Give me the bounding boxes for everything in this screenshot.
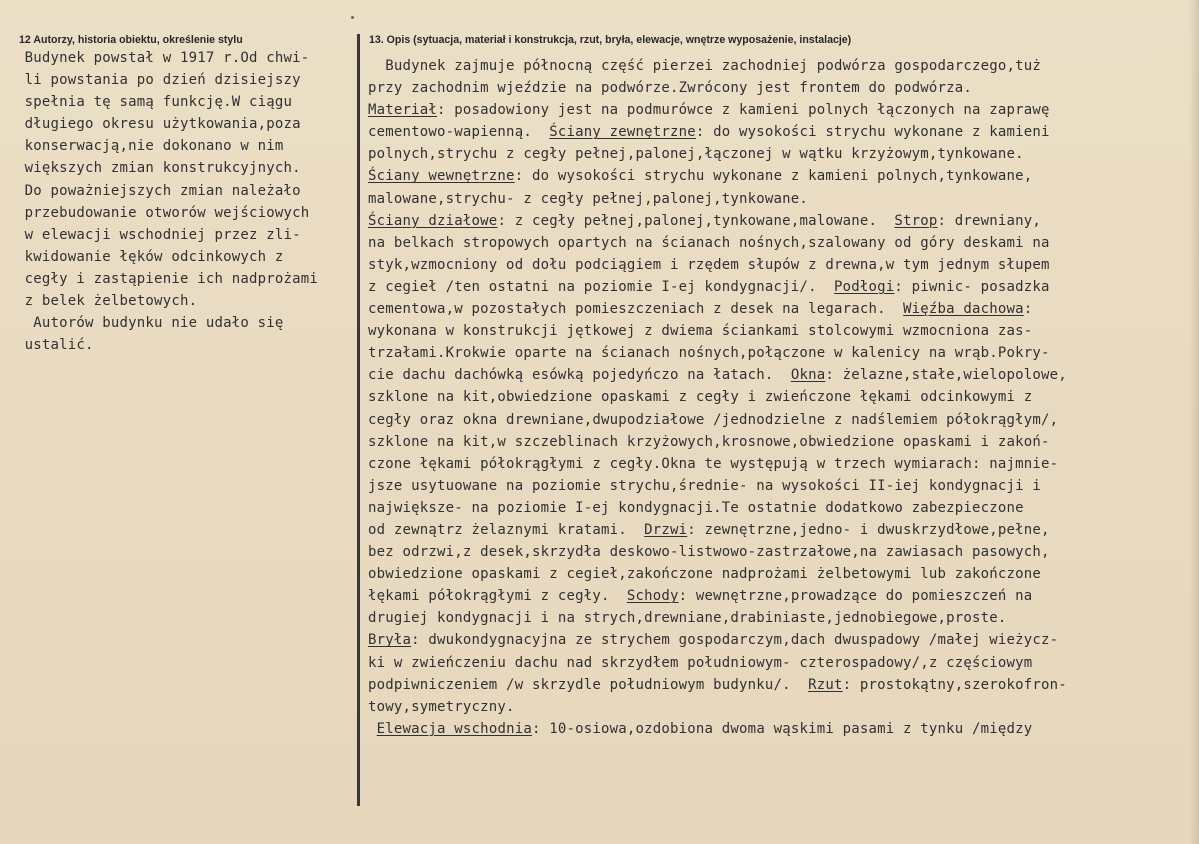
right-text-line (368, 301, 1032, 317)
text-segment: malowane,strychu- z cegły pełnej,palonej,tynkowane. (368, 190, 809, 207)
right-text-line (368, 367, 1067, 383)
text-segment: : z cegły pełnej,palonej,tynkowane,malowane. (497, 212, 895, 229)
text-segment: wykonana w konstrukcji jętkowej z dwiema ściankami stolcowymi wzmocniona zas- (368, 323, 1033, 340)
right-text-line (368, 146, 1024, 162)
paper-mark (351, 16, 354, 19)
right-text-line (368, 456, 1058, 472)
section-label: Bryła (368, 632, 412, 649)
text-segment: cie dachu dachówką esówką pojedyńczo na łatach. (368, 367, 791, 384)
text-segment: : posadowiony jest na podmurówce z kamieni polnych łączonych na zaprawę (437, 102, 1050, 119)
section-label: Rzut (808, 676, 843, 693)
right-text-line (368, 102, 1050, 118)
left-text-line: konserwacją,nie dokonano w nim (16, 138, 284, 155)
section-label: Ściany wewnętrzne (368, 168, 515, 185)
text-segment: z cegieł /ten ostatni na poziomie I-ej kondygnacji/. (368, 278, 834, 295)
section-12-header: 12 Autorzy, historia obiektu, określenie stylu (19, 34, 243, 46)
section-label: Strop (894, 212, 938, 229)
text-segment (368, 721, 377, 737)
text-segment: łękami półokrągłymi z cegły. (368, 588, 627, 605)
text-segment: na belkach stropowych opartych na ścianach nośnych,szalowany od góry deskami na (368, 234, 1050, 251)
right-text-line (368, 213, 1041, 229)
section-13-header: 13. Opis (sytuacja, materiał i konstrukcja, rzut, bryła, elewacje, wnętrze wyposażenie, instalacje) (369, 34, 852, 46)
right-text-line (368, 434, 1050, 450)
right-text-line (368, 412, 1058, 428)
text-segment: : żelazne,stałe,wielopolowe, (825, 367, 1067, 384)
right-text-line (368, 191, 808, 207)
text-segment: bez odrzwi,z desek,skrzydła deskowo-listwowo-zastrzałowe,na zawiasach pasowych, (368, 544, 1050, 561)
right-text-line (368, 279, 1050, 295)
right-text-line (368, 80, 972, 96)
text-segment: Budynek zajmuje północną część pierzei zachodniej podwórza gospodarczego,tuż (368, 58, 1042, 74)
section-label: Schody (626, 588, 679, 605)
right-text-line (368, 478, 1041, 494)
text-segment: : (1023, 301, 1033, 318)
left-text-line: większych zmian konstrukcyjnych. (16, 160, 301, 177)
column-divider (357, 34, 360, 806)
left-text-line: Budynek powstał w 1917 r.Od chwi- (16, 50, 310, 66)
text-segment: : zewnętrzne,jedno- i dwuskrzydłowe,pełne, (687, 521, 1050, 538)
left-text-line: spełnia tę samą funkcję.W ciągu (16, 94, 293, 111)
text-segment: : do wysokości strychu wykonane z kamieni polnych,tynkowane, (514, 168, 1033, 185)
left-text-line: li powstania po dzień dzisiejszy (16, 72, 301, 89)
right-text-line (368, 632, 1058, 648)
section-label: Ściany zewnętrzne (549, 124, 696, 141)
right-text-line (368, 58, 1041, 74)
right-text-line (368, 323, 1032, 339)
text-segment: towy,symetryczny. (368, 698, 515, 715)
text-segment: trzałami.Krokwie oparte na ścianach nośnych,połączone w kalenicy na wrąb.Pokry- (368, 345, 1050, 362)
section-label: Podłogi (833, 278, 895, 295)
text-segment: : drewniany, (937, 212, 1042, 229)
right-text-line (368, 124, 1050, 140)
right-text-line (368, 389, 1032, 405)
text-segment: szklone na kit,obwiedzione opaskami z cegły i zwieńczone łękami odcinkowymi z (368, 389, 1033, 406)
text-segment: cementowo-wapienną. (368, 124, 550, 141)
text-segment: : dwukondygnacyjna ze strychem gospodarczym,dach dwuspadowy /małej wieżycz- (411, 632, 1059, 649)
right-text-line (368, 235, 1050, 251)
section-label: Drzwi (644, 521, 688, 538)
page-edge-shade (1189, 0, 1199, 844)
left-text-line: Do poważniejszych zmian należało (16, 182, 301, 199)
section-label: Okna (790, 367, 826, 384)
text-segment: cegły oraz okna drewniane,dwupodziałowe /jednodzielne z nadślemiem półokrągłym/, (368, 411, 1059, 428)
right-text-line (368, 699, 515, 715)
right-text-line (368, 522, 1050, 538)
text-segment: podpiwniczeniem /w skrzydle południowym budynku/. (368, 676, 809, 693)
right-text-line (368, 168, 1032, 184)
text-segment: ki w zwieńczeniu dachu nad skrzydłem południowym- czterospadowy/,z częściowym (368, 654, 1033, 671)
left-text-line: długiego okresu użytkowania,poza (16, 116, 301, 133)
text-segment: cementowa,w pozostałych pomieszczeniach z desek na legarach. (368, 301, 903, 318)
text-segment: od zewnątrz żelaznymi kratami. (368, 521, 645, 538)
left-text-line: ustalić. (16, 337, 94, 354)
left-text-line: w elewacji wschodniej przez zli- (16, 226, 301, 243)
section-label: Ściany działowe (368, 212, 498, 229)
section-label: Więźba dachowa (902, 301, 1024, 318)
left-text-line: kwidowanie łęków odcinkowych z (16, 248, 284, 265)
right-text-line (368, 655, 1032, 671)
text-segment: przy zachodnim wjeździe na podwórze.Zwrócony jest frontem do podwórza. (368, 80, 973, 97)
text-segment: szklone na kit,w szczeblinach krzyżowych,krosnowe,obwiedzione opaskami i zakoń- (368, 433, 1050, 450)
right-text-line (368, 610, 1007, 626)
text-segment: jsze usytuowane na poziomie strychu,średnie- na wysokości II-iej kondygnacji i (368, 477, 1042, 494)
text-segment: czone łękami półokrągłymi z cegły.Okna te występują w trzech wymiarach: najmnie- (368, 455, 1059, 472)
text-segment: : wewnętrzne,prowadzące do pomieszczeń na (678, 588, 1033, 605)
right-text-line (368, 345, 1050, 361)
right-text-line (368, 500, 1024, 516)
text-segment: styk,wzmocniony od dołu podciągiem i rzędem słupów z drewna,w tym jednym słupem (368, 256, 1050, 273)
text-segment: : prostokątny,szerokofron- (842, 676, 1067, 693)
left-text-line: z belek żelbetowych. (16, 293, 198, 310)
text-segment: obwiedzione opaskami z cegieł,zakończone nadprożami żelbetowymi lub zakończone (368, 566, 1042, 583)
section-label: Materiał (368, 102, 438, 119)
text-segment: : 10-osiowa,ozdobiona dwoma wąskimi pasami z tynku /między (531, 720, 1033, 737)
text-segment: największe- na poziomie I-ej kondygnacji.Te ostatnie dodatkowo zabezpieczone (368, 499, 1024, 516)
right-text-line (368, 257, 1050, 273)
text-segment: polnych,strychu z cegły pełnej,palonej,łączonej w wątku krzyżowym,tynkowane. (368, 146, 1024, 163)
right-text-line (368, 677, 1067, 693)
authors-history-text (16, 47, 318, 356)
left-text-line: cegły i zastąpienie ich nadprożami (16, 270, 319, 287)
right-text-line (368, 566, 1041, 582)
left-text-line: przebudowanie otworów wejściowych (16, 204, 310, 221)
description-text (368, 55, 1067, 740)
section-label: Elewacja wschodnia (376, 720, 532, 737)
text-segment: drugiej kondygnacji i na strych,drewniane,drabiniaste,jednobiegowe,proste. (368, 610, 1007, 627)
text-segment: : piwnic- posadzka (894, 278, 1050, 295)
left-text-line: Autorów budynku nie udało się (16, 315, 284, 332)
right-text-line (368, 721, 1032, 737)
right-text-line (368, 588, 1032, 604)
text-segment: : do wysokości strychu wykonane z kamieni (695, 124, 1050, 141)
right-text-line (368, 544, 1050, 560)
